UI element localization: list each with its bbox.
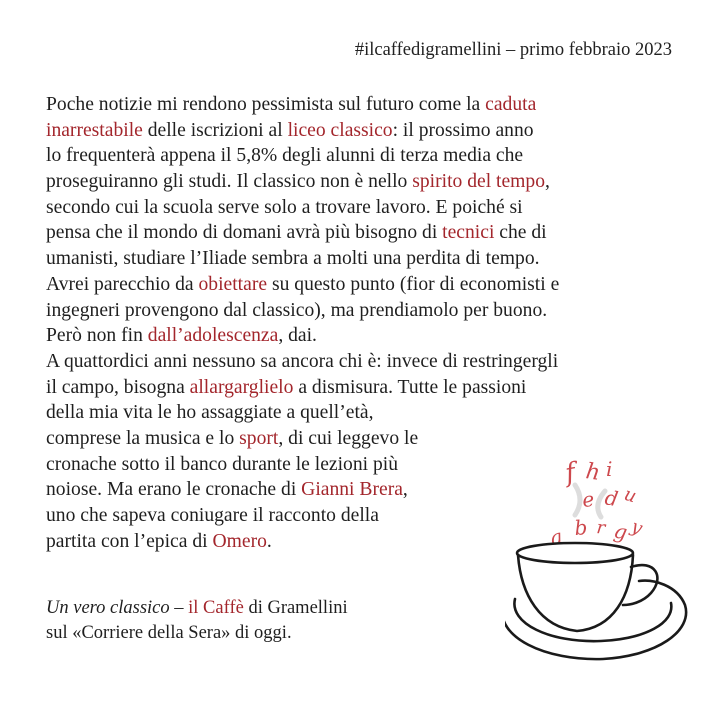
text-segment: cronache sotto il banco durante le lezioni più	[46, 453, 399, 475]
text-segment: a dismisura. Tutte le passioni	[293, 376, 527, 398]
text-segment: ,	[545, 171, 550, 193]
article-line	[46, 298, 686, 324]
article-line	[46, 400, 686, 426]
steam-letter: h	[584, 459, 602, 486]
text-segment: .	[266, 530, 272, 552]
highlighted-phrase: spirito del tempo	[412, 171, 546, 193]
footer-title: Un vero classico	[46, 598, 170, 618]
text-segment: partita con l’epica di	[46, 530, 213, 552]
article-line	[46, 426, 686, 452]
steam-letter: a	[548, 523, 565, 550]
article-line	[46, 118, 686, 144]
article-line	[46, 143, 686, 169]
text-segment: , di cui leggevo le	[278, 427, 419, 449]
text-segment: Avrei parecchio da	[46, 273, 199, 295]
text-segment: , dai.	[278, 325, 317, 347]
text-segment: il campo, bisogna	[46, 376, 190, 398]
article-line	[46, 349, 686, 375]
footer-caffe-link[interactable]: il Caffè	[188, 598, 244, 618]
text-segment: che di	[494, 222, 547, 244]
text-segment: secondo cui la scuola serve solo a trovare lavoro. E poiché si	[46, 196, 523, 218]
header-hashtag-date: #ilcaffedigramellini – primo febbraio 2023	[354, 40, 672, 60]
text-segment: noiose. Ma erano le cronache di	[46, 479, 302, 501]
article-line	[46, 220, 686, 246]
steam-letter: b	[573, 515, 589, 540]
steam-letter: i	[606, 457, 613, 481]
steam-letter: e	[581, 486, 596, 512]
article-line	[46, 375, 686, 401]
steam-letter: r	[595, 517, 607, 539]
text-segment: su questo punto (fior di economisti e	[267, 273, 560, 295]
highlighted-phrase: allargarglielo	[189, 376, 294, 398]
text-segment: Però non fin	[46, 325, 148, 347]
article-line	[46, 195, 686, 221]
highlighted-phrase: inarrestabile	[46, 119, 143, 141]
steam-letter: f	[563, 457, 578, 489]
footer-source: sul «Corriere della Sera» di oggi.	[46, 623, 292, 643]
text-segment: Poche notizie mi rendono pessimista sul futuro come la	[46, 94, 486, 115]
text-segment: uno che sapeva coniugare il racconto della	[46, 505, 379, 526]
cup-outline	[505, 543, 686, 659]
footer-credit	[46, 596, 348, 646]
footer-separator: –	[169, 598, 189, 618]
text-segment: ingegneri provengono dal classico), ma prendiamolo per buono.	[46, 299, 548, 321]
text-segment: della mia vita le ho assaggiate a quell’età,	[46, 402, 374, 424]
highlighted-phrase: caduta	[485, 94, 537, 115]
steam-letter: u	[621, 483, 639, 508]
text-segment: ,	[402, 479, 408, 501]
text-segment: comprese la musica e lo	[46, 427, 240, 449]
article-line	[46, 323, 686, 349]
article-line	[46, 246, 686, 272]
steam-letter: d	[603, 485, 620, 512]
highlighted-phrase: liceo classico	[287, 119, 393, 141]
text-segment: A quattordici anni nessuno sa ancora chi è: invece di restringergli	[46, 350, 559, 372]
highlighted-phrase: Gianni Brera	[301, 479, 403, 501]
article-line	[46, 169, 686, 195]
article-line	[46, 272, 686, 298]
highlighted-phrase: sport	[239, 427, 279, 449]
highlighted-phrase: Omero	[212, 530, 267, 552]
text-segment: pensa che il mondo di domani avrà più bisogno di	[46, 222, 443, 244]
text-segment: umanisti, studiare l’Iliade sembra a molti una perdita di tempo.	[46, 248, 540, 270]
steam-letter: y	[628, 515, 646, 540]
highlighted-phrase: dall’adolescenza	[147, 325, 279, 347]
text-segment: : il prossimo anno	[392, 119, 534, 141]
text-segment: proseguiranno gli studi. Il classico non è nello	[46, 171, 413, 193]
article-line	[46, 92, 686, 118]
text-segment: lo frequenterà appena il 5,8% degli alunni di terza media che	[46, 145, 524, 167]
footer-author: di Gramellini	[243, 598, 348, 618]
coffee-cup-icon	[505, 455, 695, 675]
text-segment: delle iscrizioni al	[142, 119, 288, 141]
steam-letter: g	[611, 518, 630, 545]
highlighted-phrase: tecnici	[442, 222, 495, 244]
highlighted-phrase: obiettare	[198, 273, 268, 295]
